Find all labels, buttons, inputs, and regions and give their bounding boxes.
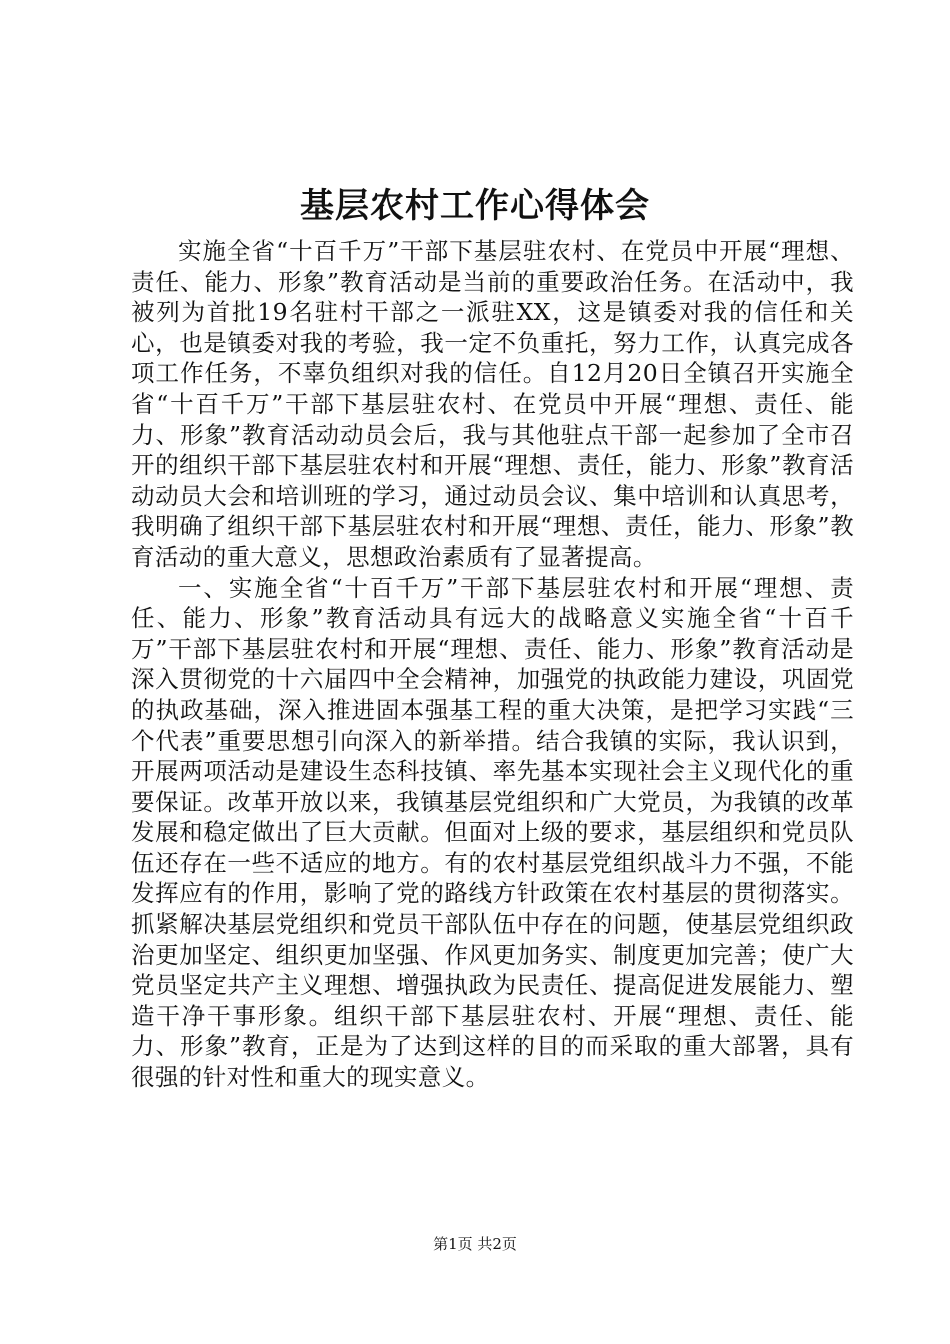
page-footer: 第1页 共2页 — [433, 1235, 517, 1253]
paragraph-intro: 实施全省“十百千万”干部下基层驻农村、在党员中开展“理想、责任、能力、形象”教育活动是当前的重要政治任务。在活动中，我被列为首批19名驻村干部之一派驻XX，这是镇委对我的信任和关心，也是镇委对我的考验，我一定不负重托，努力工作，认真完成各项工作任务，不辜负组织对我的信任。自12月20日全镇召开实施全省“十百千万”干部下基层驻农村、在党员中开展“理想、责任、能力、形象”教育活动动员会后，我与其他驻点干部一起参加了全市召开的组织干部下基层驻农村和开展“理想、责任，能力、形象”教育活动动员大会和培训班的学习，通过动员会议、集中培训和认真思考，我明确了组织干部下基层驻农村和开展“理想、责任，能力、形象”教育活动的重大意义，思想政治素质有了显著提高。 — [131, 237, 854, 571]
document-body — [131, 236, 854, 1093]
paragraph-section-one: 一、实施全省“十百千万”干部下基层驻农村和开展“理想、责任、能力、形象”教育活动具有远大的战略意义实施全省“十百千万”干部下基层驻农村和开展“理想、责任、能力、形象”教育活动是深入贯彻党的十六届四中全会精神，加强党的执政能力建设，巩固党的执政基础，深入推进固本强基工程的重大决策，是把学习实践“三个代表”重要思想引向深入的新举措。结合我镇的实际，我认识到，开展两项活动是建设生态科技镇、率先基本实现社会主义现代化的重要保证。改革开放以来，我镇基层党组织和广大党员，为我镇的改革发展和稳定做出了巨大贡献。但面对上级的要求，基层组织和党员队伍还存在一些不适应的地方。有的农村基层党组织战斗力不强，不能发挥应有的作用，影响了党的路线方针政策在农村基层的贯彻落实。抓紧解决基层党组织和党员干部队伍中存在的问题，使基层党组织政治更加坚定、组织更加坚强、作风更加务实、制度更加完善；使广大党员坚定共产主义理想、增强执政为民责任、提高促进发展能力、塑造干净干事形象。组织干部下基层驻农村、开展“理想、责任、能力、形象”教育，正是为了达到这样的目的而采取的重大部署，具有很强的针对性和重大的现实意义。 — [131, 573, 854, 1092]
document-title: 基层农村工作心得体会 — [300, 186, 650, 226]
